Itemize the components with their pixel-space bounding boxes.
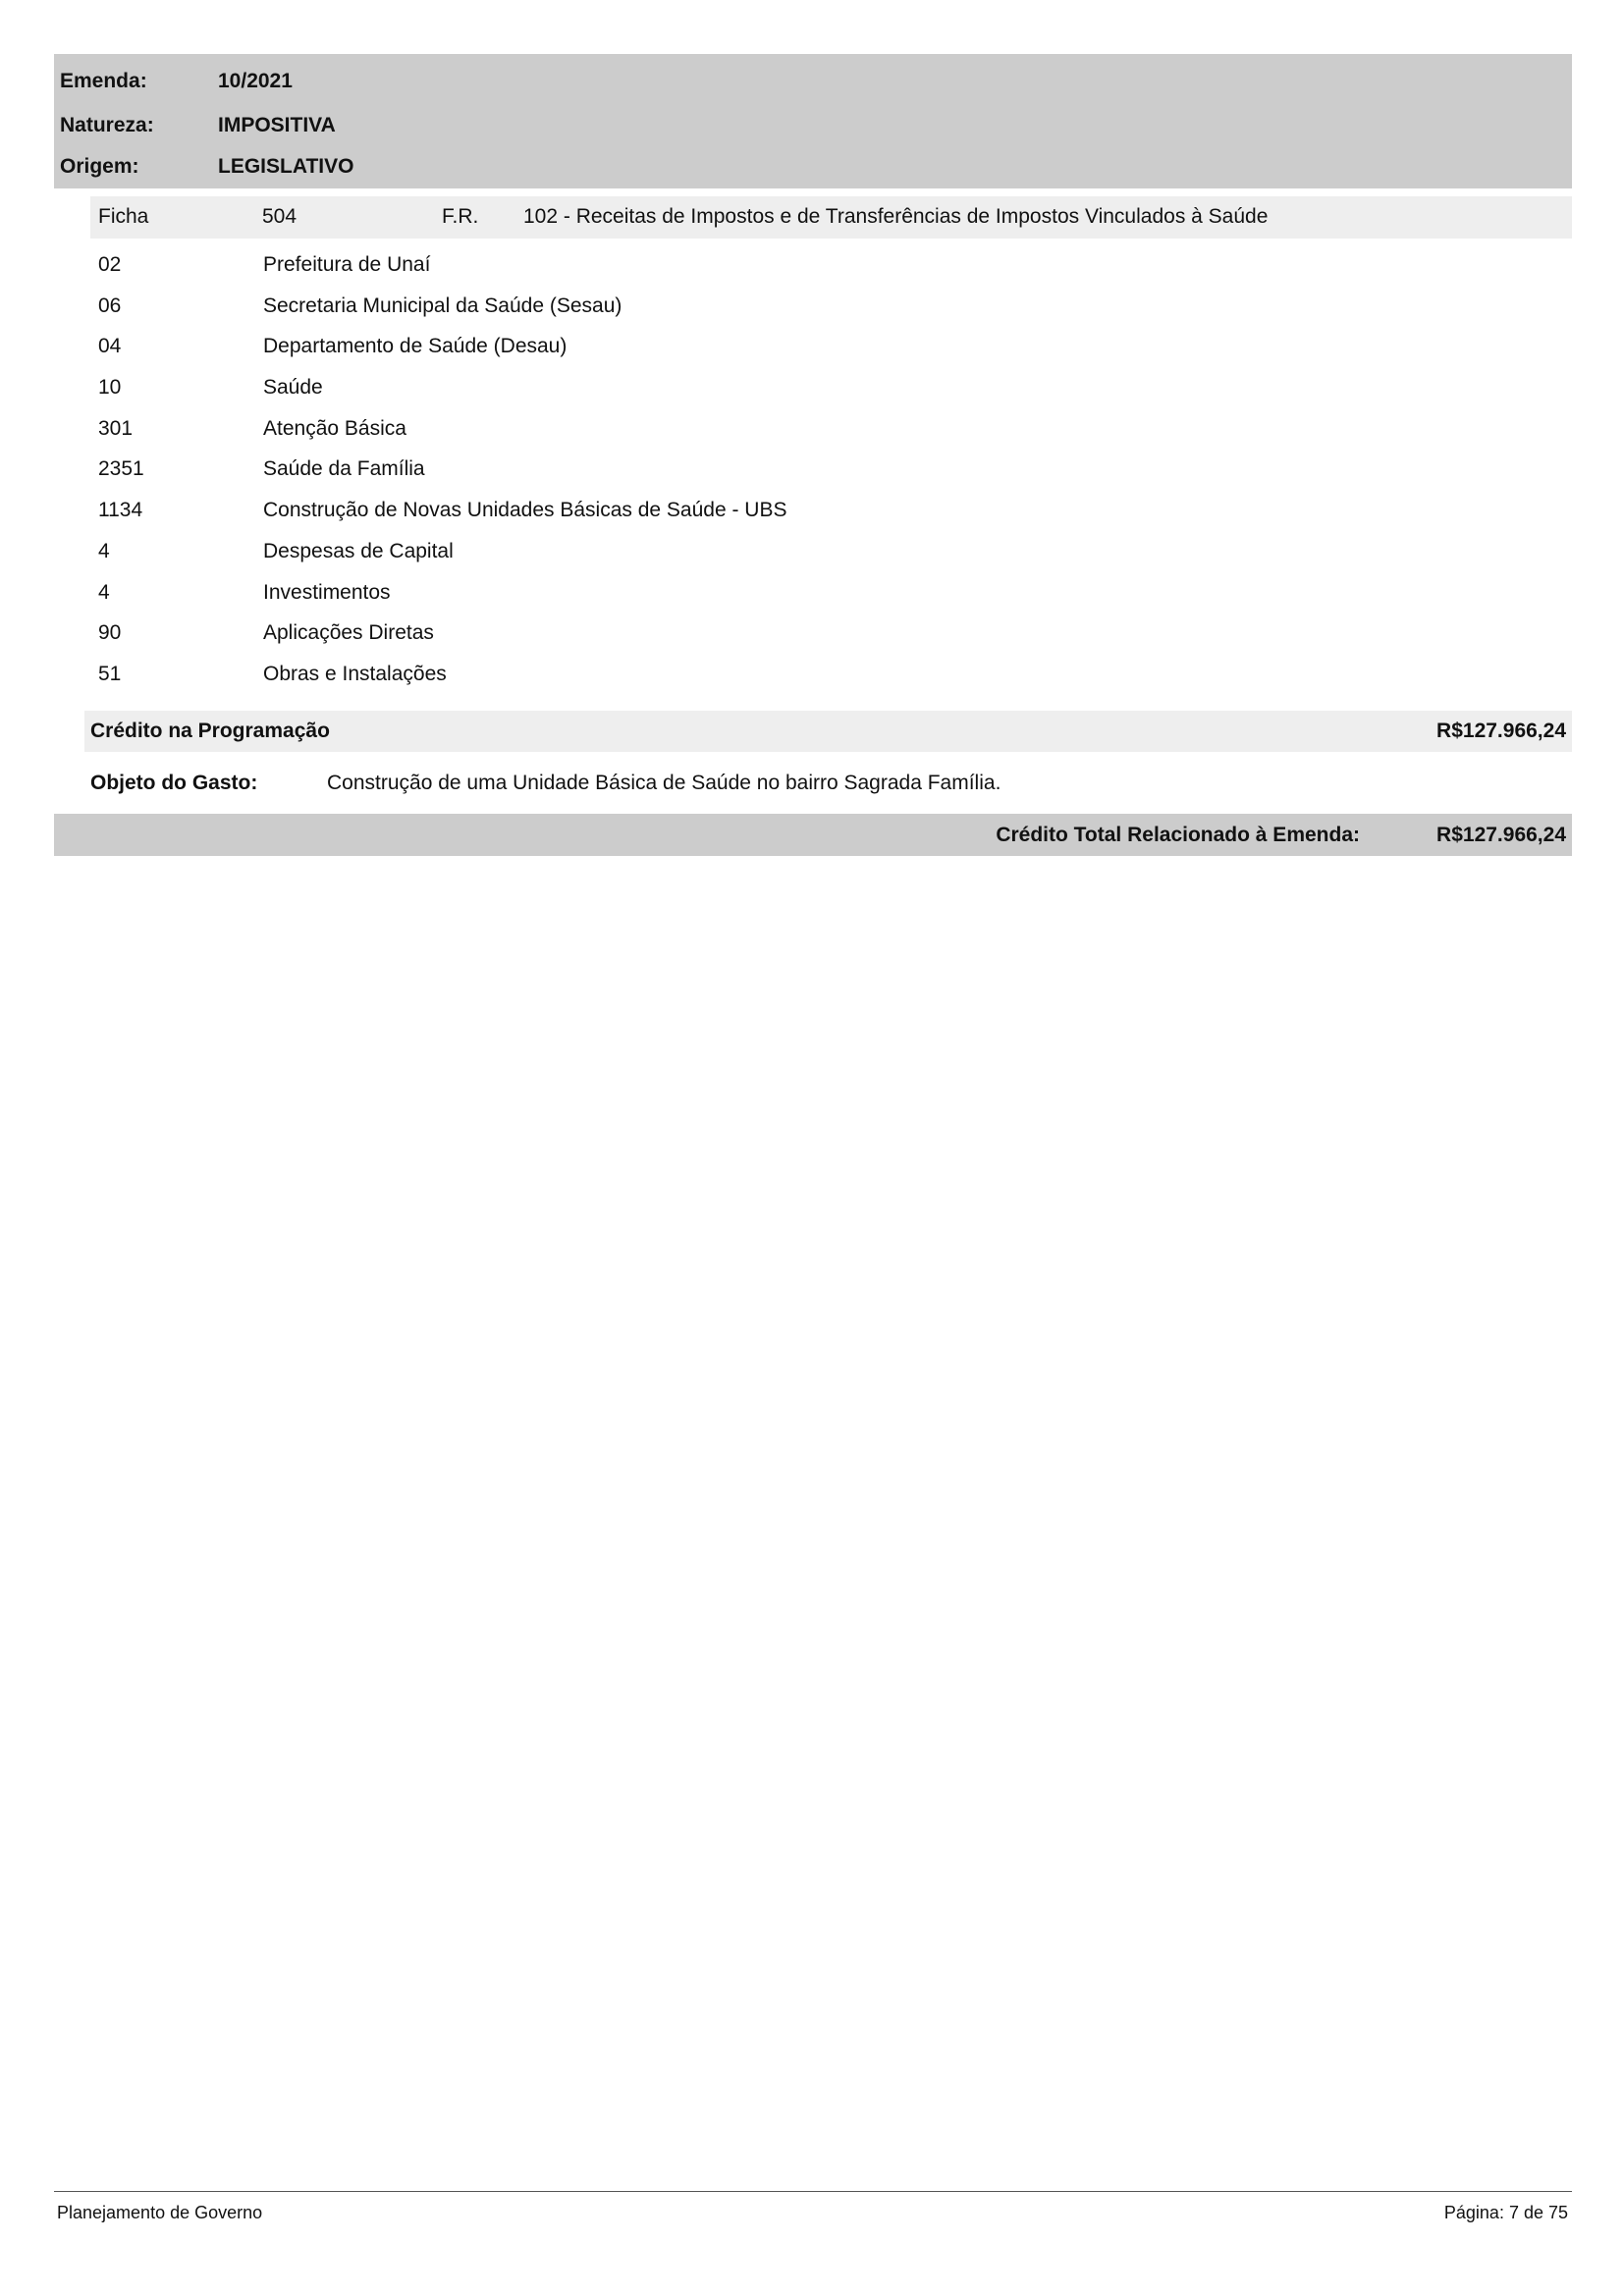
item-desc: Despesas de Capital bbox=[263, 539, 454, 562]
credito-programacao bbox=[84, 711, 1572, 752]
item-code: 10 bbox=[98, 376, 122, 400]
ficha-label: Ficha bbox=[98, 205, 149, 228]
fr-value: 102 - Receitas de Impostos e de Transferências de Impostos Vinculados à Saúde bbox=[523, 205, 1269, 228]
item-code: 06 bbox=[98, 294, 122, 317]
footer-divider bbox=[54, 2191, 1572, 2192]
item-desc: Aplicações Diretas bbox=[263, 621, 434, 645]
total-value: R$127.966,24 bbox=[1436, 824, 1566, 846]
footer-left-text: Planejamento de Governo bbox=[57, 2203, 263, 2222]
item-desc: Saúde bbox=[263, 376, 323, 400]
natureza-value: IMPOSITIVA bbox=[218, 114, 336, 136]
objeto-label: Objeto do Gasto: bbox=[90, 772, 258, 794]
page-number: Página: 7 de 75 bbox=[1443, 2203, 1568, 2222]
item-desc: Saúde da Família bbox=[263, 457, 425, 481]
item-code: 4 bbox=[98, 539, 110, 562]
item-desc: Prefeitura de Unaí bbox=[263, 253, 431, 276]
origem-label: Origem: bbox=[60, 155, 139, 178]
natureza-label: Natureza: bbox=[60, 114, 154, 136]
credito-value: R$127.966,24 bbox=[1436, 720, 1566, 742]
credito-total bbox=[54, 814, 1572, 856]
fr-label: F.R. bbox=[442, 205, 479, 228]
emenda-label: Emenda: bbox=[60, 70, 147, 92]
ficha-bar bbox=[90, 196, 1572, 239]
item-desc: Departamento de Saúde (Desau) bbox=[263, 335, 568, 358]
item-code: 1134 bbox=[98, 499, 143, 522]
objeto-value: Construção de uma Unidade Básica de Saúde no bairro Sagrada Família. bbox=[327, 772, 1001, 794]
item-code: 02 bbox=[98, 253, 122, 276]
item-desc: Construção de Novas Unidades Básicas de Saúde - UBS bbox=[263, 499, 787, 522]
emenda-header bbox=[54, 54, 1572, 188]
item-code: 301 bbox=[98, 416, 134, 440]
item-desc: Secretaria Municipal da Saúde (Sesau) bbox=[263, 294, 622, 317]
item-desc: Atenção Básica bbox=[263, 416, 406, 440]
item-code: 51 bbox=[98, 662, 122, 685]
item-desc: Obras e Instalações bbox=[263, 662, 447, 685]
total-label: Crédito Total Relacionado à Emenda: bbox=[996, 824, 1360, 846]
credito-label: Crédito na Programação bbox=[90, 720, 330, 742]
item-code: 04 bbox=[98, 335, 122, 358]
emenda-value: 10/2021 bbox=[218, 70, 293, 92]
item-desc: Investimentos bbox=[263, 580, 391, 604]
item-code: 90 bbox=[98, 621, 122, 645]
item-code: 2351 bbox=[98, 457, 144, 481]
item-code: 4 bbox=[98, 580, 110, 604]
origem-value: LEGISLATIVO bbox=[218, 155, 354, 178]
ficha-number: 504 bbox=[262, 205, 298, 228]
